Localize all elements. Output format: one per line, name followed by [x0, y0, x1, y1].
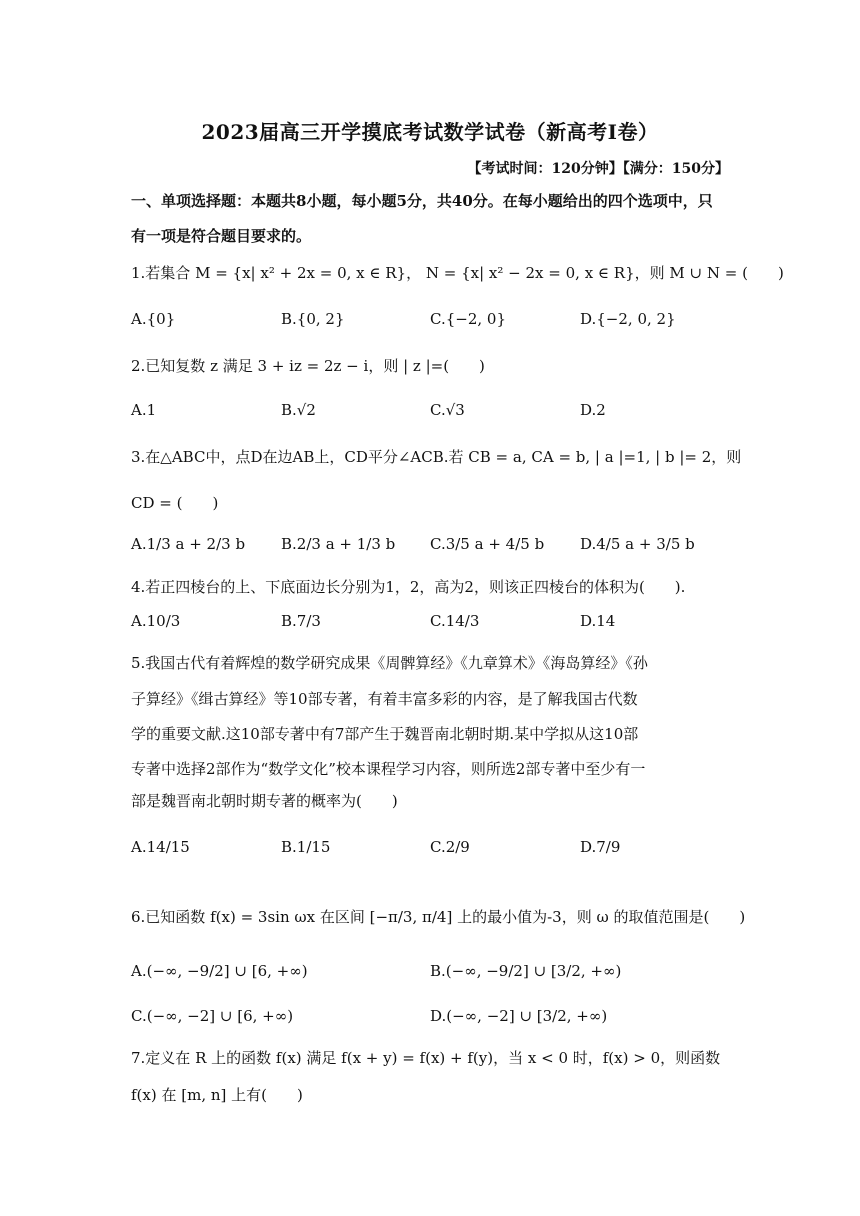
q4-option-b: B.7/3: [281, 612, 321, 630]
question-6-stem: 6.已知函数 f(x) = 3sin ωx 在区间 [−π/3, π/4] 上的最小值为-3，则 ω 的取值范围是( ): [131, 908, 746, 926]
question-7-line-1: 7.定义在 R 上的函数 f(x) 满足 f(x + y) = f(x) + f(y)，当 x < 0 时，f(x) > 0，则函数: [131, 1049, 721, 1067]
set-m: M = {x| x² + 2x = 0, x ∈ R}: [195, 264, 407, 282]
q4-option-a: A.10/3: [131, 612, 181, 630]
q1-option-c: C.{−2, 0}: [430, 310, 506, 328]
question-5-line-5: 部是魏晋南北朝时期专著的概率为( ): [131, 792, 398, 810]
q1-option-a: A.{0}: [131, 310, 176, 328]
q4-option-d: D.14: [580, 612, 616, 630]
page-title: 2023届高三开学摸底考试数学试卷（新高考Ⅰ卷）: [201, 120, 659, 144]
exam-meta: 【考试时间：120分钟】【满分：150分】: [467, 161, 729, 177]
q5-option-c: C.2/9: [430, 838, 470, 856]
q1-option-d: D.{−2, 0, 2}: [580, 310, 676, 328]
q3-option-b: B.2/3 a + 1/3 b: [281, 535, 396, 553]
question-3-stem-line-2: CD = ( ): [131, 494, 219, 512]
q2-option-b: B.√2: [281, 401, 316, 419]
question-5-line-4: 专著中选择2部作为“数学文化”校本课程学习内容，则所选2部专著中至少有一: [131, 760, 646, 778]
q4-option-c: C.14/3: [430, 612, 480, 630]
question-5-line-3: 学的重要文献.这10部专著中有7部产生于魏晋南北朝时期.某中学拟从这10部: [131, 725, 639, 743]
q2-option-c: C.√3: [430, 401, 465, 419]
set-n: N = {x| x² − 2x = 0, x ∈ R}: [425, 264, 635, 282]
q1-option-b: B.{0, 2}: [281, 310, 345, 328]
question-5-line-1: 5.我国古代有着辉煌的数学研究成果《周髀算经》《九章算术》《海岛算经》《孙: [131, 654, 648, 672]
q2-option-d: D.2: [580, 401, 606, 419]
question-5-line-2: 子算经》《缉古算经》等10部专著，有着丰富多彩的内容，是了解我国古代数: [131, 690, 638, 708]
question-3-stem-line-1: 3.在△ABC中，点D在边AB上，CD平分∠ACB.若 CB = a, CA = b, | a |=1, | b |= 2，则: [131, 448, 742, 466]
q3-option-c: C.3/5 a + 4/5 b: [430, 535, 545, 553]
q3-option-d: D.4/5 a + 3/5 b: [580, 535, 695, 553]
question-1-stem: 1.若集合 M = {x| x² + 2x = 0, x ∈ R}， N = {x| x² − 2x = 0, x ∈ R}，则 M ∪ N = ( ): [131, 264, 784, 282]
section-heading-line-2: 有一项是符合题目要求的。: [131, 227, 312, 245]
q5-option-d: D.7/9: [580, 838, 621, 856]
q5-option-a: A.14/15: [131, 838, 190, 856]
q6-option-a: A.(−∞, −9/2] ∪ [6, +∞): [131, 962, 308, 980]
q6-option-b: B.(−∞, −9/2] ∪ [3/2, +∞): [430, 962, 622, 980]
q2-option-a: A.1: [131, 401, 157, 419]
q5-option-b: B.1/15: [281, 838, 331, 856]
q6-option-d: D.(−∞, −2] ∪ [3/2, +∞): [430, 1007, 608, 1025]
question-7-line-2: f(x) 在 [m, n] 上有( ): [131, 1086, 303, 1104]
section-heading-line-1: 一、单项选择题：本题共8小题，每小题5分，共40分。在每小题给出的四个选项中，只: [131, 192, 713, 210]
question-4-stem: 4.若正四棱台的上、下底面边长分别为1，2，高为2，则该正四棱台的体积为( ).: [131, 578, 686, 596]
q6-option-c: C.(−∞, −2] ∪ [6, +∞): [131, 1007, 294, 1025]
question-2-stem: 2.已知复数 z 满足 3 + iz = 2z − i，则 | z |=( ): [131, 357, 485, 375]
q3-option-a: A.1/3 a + 2/3 b: [131, 535, 246, 553]
